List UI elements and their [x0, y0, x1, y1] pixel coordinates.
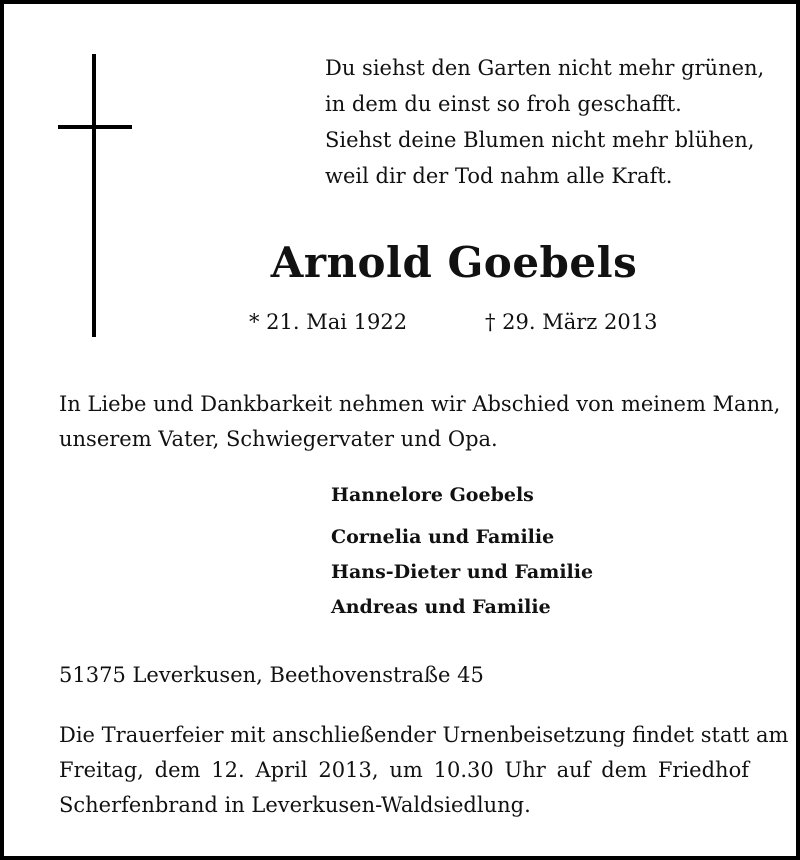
service-word: Freitag,	[59, 758, 144, 782]
spouse-name: Hannelore Goebels	[331, 484, 534, 506]
deceased-name: Arnold Goebels	[270, 238, 638, 287]
poem	[325, 50, 765, 194]
service-word: Uhr	[504, 758, 546, 782]
service-word: 2013,	[318, 758, 379, 782]
service-line: Die Trauerfeier mit anschließender Urnenbeisetzung findet statt am	[59, 723, 789, 747]
poem-line: in dem du einst so froh geschafft.	[325, 92, 682, 116]
farewell-line: unserem Vater, Schwiegervater und Opa.	[59, 427, 498, 451]
service-word: 12.	[211, 758, 245, 782]
family-member: Andreas und Familie	[331, 596, 551, 618]
service-word: April	[255, 758, 308, 782]
service-word: um	[389, 758, 423, 782]
family-member: Hans-Dieter und Familie	[331, 561, 594, 583]
birth-date: * 21. Mai 1922	[249, 310, 408, 334]
service-word: 10.30	[433, 758, 494, 782]
death-date: † 29. März 2013	[485, 310, 658, 334]
service-word: dem	[601, 758, 648, 782]
service-word: dem	[154, 758, 201, 782]
service-line	[59, 753, 749, 788]
farewell-text	[59, 387, 781, 457]
service-line: Scherfenbrand in Leverkusen-Waldsiedlung.	[59, 793, 531, 817]
service-word: auf	[556, 758, 591, 782]
poem-line: Du siehst den Garten nicht mehr grünen,	[325, 56, 765, 80]
service-word: Friedhof	[657, 758, 749, 782]
cross-horizontal-bar	[58, 125, 132, 129]
family-member: Cornelia und Familie	[331, 526, 555, 548]
poem-line: weil dir der Tod nahm alle Kraft.	[325, 164, 673, 188]
farewell-line: In Liebe und Dankbarkeit nehmen wir Abschied von meinem Mann,	[59, 392, 781, 416]
poem-line: Siehst deine Blumen nicht mehr blühen,	[325, 128, 755, 152]
cross-vertical-bar	[92, 54, 96, 337]
address: 51375 Leverkusen, Beethovenstraße 45	[59, 663, 484, 687]
funeral-service-info	[59, 718, 789, 823]
